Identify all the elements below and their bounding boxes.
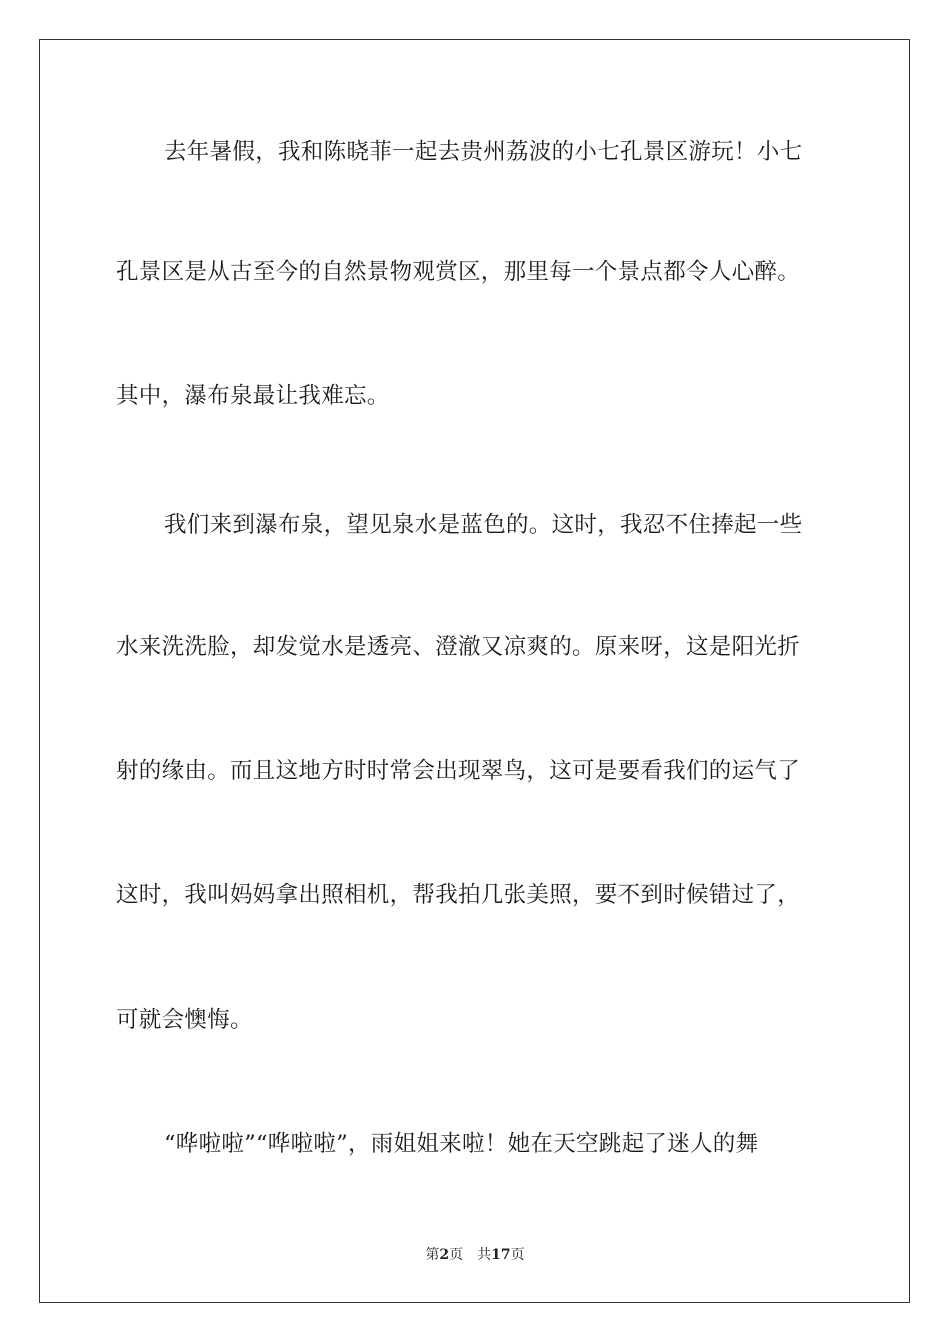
total-suffix: 页 bbox=[510, 1247, 525, 1263]
paragraph-2-line-3: 射的缘由。而且这地方时时常会出现翠鸟，这可是要看我们的运气了 bbox=[116, 758, 801, 784]
paragraph-3-line-1: “哗啦啦”“哗啦啦”，雨姐姐来啦！她在天空跳起了迷人的舞 bbox=[164, 1131, 759, 1157]
total-page-count: 17 bbox=[491, 1247, 511, 1263]
paragraph-2-line-2: 水来洗洗脸，却发觉水是透亮、澄澈又凉爽的。原来呀，这是阳光折 bbox=[116, 634, 801, 660]
total-prefix: 共 bbox=[477, 1247, 492, 1263]
current-page-number: 2 bbox=[439, 1247, 450, 1263]
paragraph-2-line-5: 可就会懊悔。 bbox=[116, 1007, 253, 1033]
paragraph-1-line-3: 其中，瀑布泉最让我难忘。 bbox=[116, 383, 390, 409]
paragraph-2-line-4: 这时，我叫妈妈拿出照相机，帮我拍几张美照，要不到时候错过了， bbox=[116, 882, 801, 908]
paragraph-2-line-1: 我们来到瀑布泉，望见泉水是蓝色的。这时，我忍不住捧起一些 bbox=[164, 512, 803, 538]
page-prefix: 第 bbox=[425, 1247, 440, 1263]
paragraph-1-line-2: 孔景区是从古至今的自然景物观赏区，那里每一个景点都令人心醉。 bbox=[116, 259, 801, 285]
paragraph-1-line-1: 去年暑假，我和陈晓菲一起去贵州荔波的小七孔景区游玩！小七 bbox=[164, 139, 803, 165]
page-suffix: 页 bbox=[449, 1247, 464, 1263]
page-border bbox=[39, 39, 910, 1303]
page-footer bbox=[0, 1246, 950, 1264]
